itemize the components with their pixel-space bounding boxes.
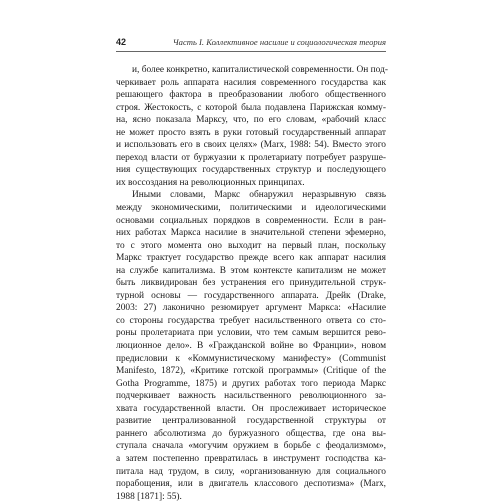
text-line: хвата государственной власти. Он прослеживает историческое [116,403,386,414]
text-line: их воссоздания на революционных принципах. [116,177,305,188]
text-line: ступала сначала «могучим оружием в борьбе с феодализмом», [116,441,386,452]
text-line: решающего фактора в преобразовании любого общественного [116,90,386,101]
text-line: подчеркивает важность насильственного революционного за- [116,391,386,402]
text-line: них работах Маркса насилие в значительной степени эфемерно, [116,228,386,239]
text-line: на, ясно показала Марксу, что, по его словам, «рабочий класс [116,115,386,126]
text-line: со стороны государства требует насильственного ответа со сто- [116,315,386,326]
text-line: люционное дело». В «Гражданской войне во Франции», новом [116,341,386,352]
text-line: переход власти от буржуазии к пролетариату потребует разруше- [116,152,386,163]
text-line: между экономическими, политическими и идеологическими [116,203,386,214]
running-title: Часть I. Коллективное насилие и социологическая теория [172,37,386,47]
body-text [116,64,386,503]
text-line: развитие централизованной государственной структуры от [116,416,386,427]
page-number: 42 [116,37,127,47]
text-line: 1988 [1871]: 55). [116,491,182,502]
text-line: строя. Жестокость, с которой была подавлена Парижская комму- [116,102,386,113]
text-line: ния существующих государственных структур и последующего [116,165,386,176]
text-line: питала над трудом, в силу, «организованную для социального [116,466,386,477]
text-line: то с этого момента оно выходит на первый план, поскольку [116,240,386,251]
text-line: основами социальных порядков в современности. Если в ран- [116,215,386,226]
header-rule [116,51,386,52]
text-line: а затем постепенно превратилась в инструмент господства ка- [116,453,386,464]
text-line: и, более конкретно, капиталистической современности. Он под- [132,65,388,75]
text-line: Manifesto, 1872), «Критике готской программы» (Critique of the [116,366,386,377]
text-line: Иными словами, Маркс обнаружил неразрывную связь [132,190,386,201]
text-line: черкивает роль аппарата насилия современного государства как [116,77,386,88]
running-head [116,37,386,49]
text-line: турной основы — государственного аппарата. Дрейк (Drake, [116,290,386,301]
text-line: Маркс трактует государство прежде всего как аппарат насилия [116,253,386,264]
text-line: быть ликвидирован без устранения его принудительной струк- [116,278,386,289]
text-line: не может просто взять в руки готовый государственный аппарат [116,127,386,138]
text-line: на службе капитализма. В этом контексте капитализм не может [116,265,386,276]
text-line: и использовать его в своих целях» (Marx, 1988: 54). Вместо этого [116,140,386,151]
text-line: предисловии к «Коммунистическому манифесту» (Communist [116,353,386,364]
text-line: раннего абсолютизма до буржуазного общества, где она вы- [116,428,386,439]
text-line: 2003: 27) лаконично резюмирует аргумент Маркса: «Насилие [116,303,386,314]
text-line: роны пролетариата при условии, что тем самым вершится рево- [116,328,386,339]
text-line: Gotha Programme, 1875) и других работах того периода Маркс [116,378,386,389]
text-line: порабощения, или в двигатель классового деспотизма» (Marx, [116,479,386,490]
